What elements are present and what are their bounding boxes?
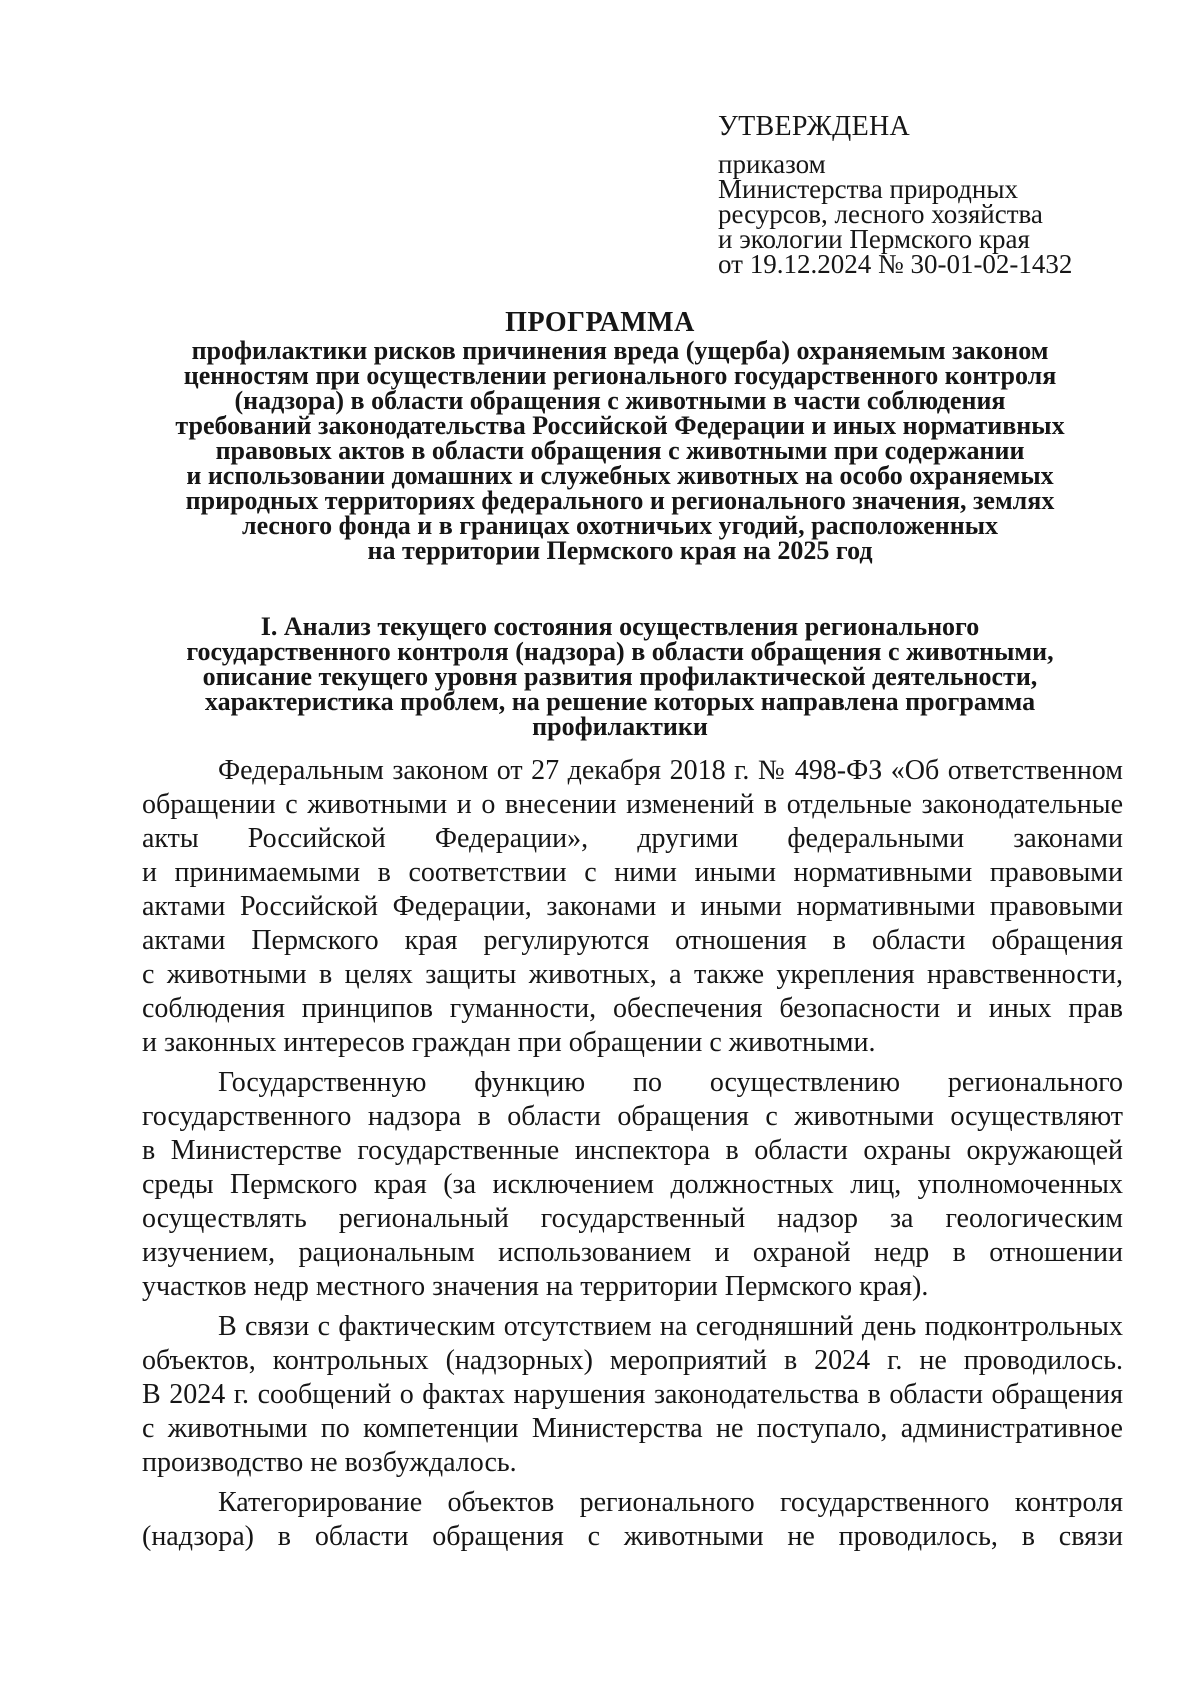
program-subtitle-line: правовых актов в области обращения с животными при содержании: [215, 436, 1025, 465]
program-subtitle-line: на территории Пермского края на 2025 год: [367, 536, 873, 565]
text-line: актами Российской Федерации, законами и иными нормативными правовыми: [142, 891, 1123, 922]
text-line: объектов, контрольных (надзорных) мероприятий в 2024 г. не проводилось.: [142, 1345, 1123, 1376]
section-heading-line: характеристика проблем, на решение которых направлена программа: [204, 687, 1036, 716]
text-line: изучением, рациональным использованием и охраной недр в отношении: [142, 1237, 1123, 1268]
paragraph: [142, 1066, 1123, 1304]
program-subtitle-line: (надзора) в области обращения с животными в части соблюдения: [234, 386, 1006, 415]
program-title: ПРОГРАММА: [505, 307, 695, 338]
approval-line: приказом: [718, 149, 826, 179]
section-heading-line: I. Анализ текущего состояния осуществления регионального: [260, 612, 980, 641]
text-line: осуществлять региональный государственный надзор за геологическим: [142, 1203, 1123, 1234]
text-line: акты Российской Федерации», другими федеральными законами: [142, 823, 1123, 854]
section-heading-line: профилактики: [532, 712, 708, 741]
paragraph: [142, 754, 1123, 1060]
text-line: соблюдения принципов гуманности, обеспечения безопасности и иных прав: [142, 993, 1123, 1024]
section-heading-line: государственного контроля (надзора) в области обращения с животными,: [186, 637, 1054, 666]
program-subtitle-line: и использовании домашних и служебных животных на особо охраняемых: [186, 461, 1054, 490]
text-line: Федеральным законом от 27 декабря 2018 г. № 498-ФЗ «Об ответственном: [218, 755, 1123, 786]
text-line: и принимаемыми в соответствии с ними иными нормативными правовыми: [142, 857, 1123, 888]
program-subtitle-line: лесного фонда и в границах охотничьих угодий, расположенных: [241, 511, 999, 540]
text-line: В 2024 г. сообщений о фактах нарушения законодательства в области обращения: [142, 1379, 1123, 1410]
approval-line: Министерства природных: [718, 174, 1018, 204]
text-line: производство не возбуждалось.: [142, 1447, 517, 1478]
approval-order-number: от 19.12.2024 № 30-01-02-1432: [718, 249, 1073, 279]
text-line: обращении с животными и о внесении изменений в отдельные законодательные: [142, 789, 1123, 820]
text-line: среды Пермского края (за исключением должностных лиц, уполномоченных: [142, 1169, 1123, 1200]
paragraph: [142, 1486, 1123, 1554]
section-heading: [130, 614, 1110, 739]
text-line: участков недр местного значения на территории Пермского края).: [142, 1271, 929, 1302]
approval-title: УТВЕРЖДЕНА: [718, 111, 911, 142]
text-line: с животными в целях защиты животных, а также укрепления нравственности,: [142, 959, 1123, 990]
program-subtitle: [130, 338, 1110, 563]
paragraph: [142, 1310, 1123, 1480]
text-line: Категорирование объектов регионального государственного контроля: [218, 1487, 1123, 1518]
text-line: Государственную функцию по осуществлению регионального: [218, 1067, 1123, 1098]
text-line: в Министерстве государственные инспектора в области охраны окружающей: [142, 1135, 1123, 1166]
program-subtitle-line: требований законодательства Российской Федерации и иных нормативных: [175, 411, 1065, 440]
approval-line: ресурсов, лесного хозяйства: [718, 199, 1043, 229]
body-text: [142, 754, 1123, 1560]
program-subtitle-line: ценностям при осуществлении регионального государственного контроля: [183, 361, 1057, 390]
approval-stamp-block: [718, 112, 1138, 277]
text-line: с животными по компетенции Министерства не поступало, административное: [142, 1413, 1123, 1444]
program-subtitle-line: природных территориях федерального и регионального значения, землях: [185, 486, 1055, 515]
text-line: актами Пермского края регулируются отношения в области обращения: [142, 925, 1123, 956]
text-line: и законных интересов граждан при обращении с животными.: [142, 1027, 876, 1058]
section-heading-line: описание текущего уровня развития профилактической деятельности,: [202, 662, 1038, 691]
approval-line: и экологии Пермского края: [718, 224, 1030, 254]
text-line: государственного надзора в области обращения с животными осуществляют: [142, 1101, 1123, 1132]
text-line: (надзора) в области обращения с животными не проводилось, в связи: [142, 1521, 1123, 1552]
text-line: В связи с фактическим отсутствием на сегодняшний день подконтрольных: [218, 1311, 1123, 1342]
program-subtitle-line: профилактики рисков причинения вреда (ущерба) охраняемым законом: [191, 336, 1049, 365]
